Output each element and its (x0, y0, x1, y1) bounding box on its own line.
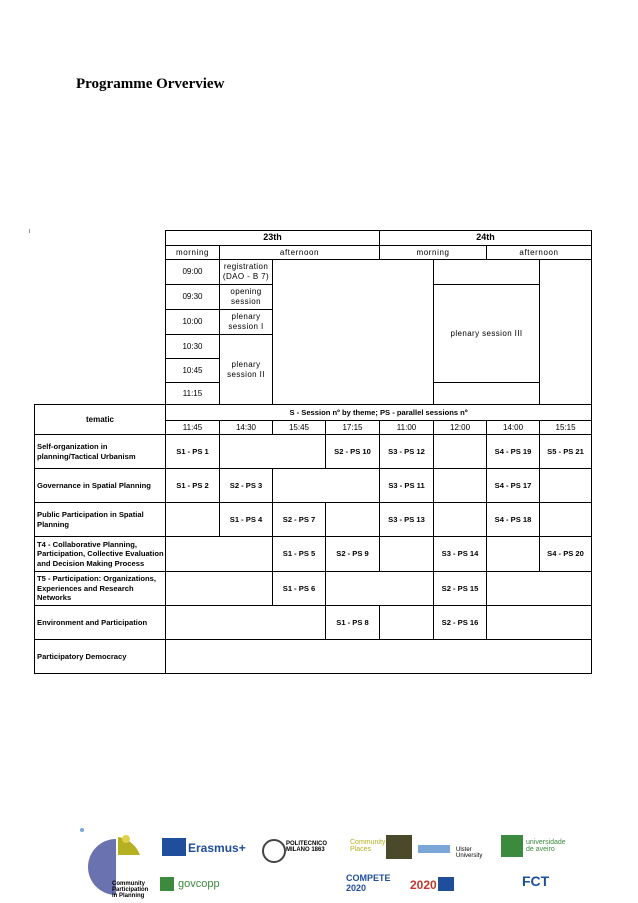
period-afternoon-24: afternoon (487, 246, 592, 260)
morning-24-bottom (434, 383, 540, 405)
time-1030: 10:30 (166, 335, 220, 359)
event-plenary-1: plenary session I (220, 310, 273, 335)
govcopp-logo: govcopp (178, 878, 220, 890)
period-morning-24: morning (380, 246, 487, 260)
community-places-logo: Community Places (350, 839, 386, 853)
empty-cell (487, 537, 540, 572)
time-1045: 10:45 (166, 359, 220, 383)
theme-environment: Environment and Participation (35, 606, 166, 640)
community-participation-text: Community Participation in Planning (112, 881, 149, 899)
session-cell: S2 - PS 9 (326, 537, 380, 572)
empty-cell (540, 503, 592, 537)
session-cell: S2 - PS 15 (434, 572, 487, 606)
session-cell: S4 - PS 20 (540, 537, 592, 572)
afternoon-24-block (540, 260, 592, 405)
event-opening: opening session (220, 285, 273, 310)
time-0930: 09:30 (166, 285, 220, 310)
empty-cell (487, 606, 592, 640)
day-header-23: 23th (166, 231, 380, 246)
margin-mark (29, 229, 30, 233)
event-plenary-2: plenary session II (220, 335, 273, 405)
session-cell: S1 - PS 5 (273, 537, 326, 572)
session-cell: S1 - PS 1 (166, 435, 220, 469)
blue-bar-icon (418, 845, 450, 853)
polimi-seal-icon (262, 839, 286, 863)
session-cell: S2 - PS 16 (434, 606, 487, 640)
theme-governance: Governance in Spatial Planning (35, 469, 166, 503)
slot-time: 14:00 (487, 421, 540, 435)
polimi-logo: POLITECNICO MILANO 1863 (286, 841, 328, 853)
session-cell: S2 - PS 3 (220, 469, 273, 503)
session-cell: S5 - PS 21 (540, 435, 592, 469)
eu-flag-icon (162, 838, 186, 856)
legend: S - Session nº by theme; PS - parallel sessions nº (166, 405, 592, 421)
theme-self-organization: Self-organization in planning/Tactical Urbanism (35, 435, 166, 469)
ulster-logo: Ulster University (456, 847, 483, 859)
empty-cell (273, 469, 380, 503)
tematic-label: tematic (35, 405, 166, 435)
empty-cell (540, 469, 592, 503)
aveiro-logo: universidade de aveiro (526, 839, 566, 853)
session-cell: S1 - PS 2 (166, 469, 220, 503)
time-0900: 09:00 (166, 260, 220, 285)
empty-cell (166, 606, 326, 640)
theme-public-participation: Public Participation in Spatial Planning (35, 503, 166, 537)
eu-flag-small-icon (438, 877, 454, 891)
session-cell: S1 - PS 6 (273, 572, 326, 606)
programme-table (34, 230, 592, 674)
empty-cell (326, 503, 380, 537)
empty-cell (434, 469, 487, 503)
afternoon-23-block (273, 260, 434, 405)
compete-logo: COMPETE 2020 (346, 873, 391, 893)
empty-cell (380, 537, 434, 572)
community-places-icon (386, 835, 412, 859)
page-title: Programme Orverview (76, 76, 225, 92)
period-afternoon-23: afternoon (220, 246, 380, 260)
session-cell: S4 - PS 17 (487, 469, 540, 503)
slot-time: 17:15 (326, 421, 380, 435)
portugal2020-logo: 2020 (410, 878, 437, 892)
slot-time: 15:45 (273, 421, 326, 435)
empty-cell (166, 640, 592, 674)
session-cell: S3 - PS 13 (380, 503, 434, 537)
session-cell: S2 - PS 10 (326, 435, 380, 469)
partner-logos (78, 825, 598, 903)
session-cell: S4 - PS 19 (487, 435, 540, 469)
fct-logo: FCT (522, 873, 550, 889)
empty-cell (434, 435, 487, 469)
aveiro-icon (501, 835, 523, 857)
time-1000: 10:00 (166, 310, 220, 335)
morning-24-top (434, 260, 540, 285)
slot-time: 15:15 (540, 421, 592, 435)
empty-cell (380, 606, 434, 640)
slot-time: 11:45 (166, 421, 220, 435)
empty-cell (487, 572, 592, 606)
time-1115: 11:15 (166, 383, 220, 405)
erasmus-logo: Erasmus+ (188, 841, 246, 855)
theme-organizations: T5 - Participation: Organizations, Experiences and Research Networks (35, 572, 166, 606)
empty-cell (220, 435, 326, 469)
govcopp-icon (160, 877, 174, 891)
session-cell: S3 - PS 14 (434, 537, 487, 572)
empty-cell (166, 537, 273, 572)
theme-collaborative-planning: T4 - Collaborative Planning, Participation, Collective Evaluation and Decision Making Process (35, 537, 166, 572)
event-registration: registration (DAO - B 7) (220, 260, 273, 285)
empty-cell (166, 503, 220, 537)
session-cell: S3 - PS 12 (380, 435, 434, 469)
session-cell: S2 - PS 7 (273, 503, 326, 537)
event-plenary-3: plenary session III (434, 285, 540, 383)
session-cell: S3 - PS 11 (380, 469, 434, 503)
session-cell: S1 - PS 4 (220, 503, 273, 537)
empty-cell (166, 572, 273, 606)
session-cell: S4 - PS 18 (487, 503, 540, 537)
slot-time: 14:30 (220, 421, 273, 435)
empty-cell (434, 503, 487, 537)
empty-cell (326, 572, 434, 606)
theme-participatory-democracy: Participatory Democracy (35, 640, 166, 674)
slot-time: 12:00 (434, 421, 487, 435)
slot-time: 11:00 (380, 421, 434, 435)
period-morning-23: morning (166, 246, 220, 260)
day-header-24: 24th (380, 231, 592, 246)
session-cell: S1 - PS 8 (326, 606, 380, 640)
